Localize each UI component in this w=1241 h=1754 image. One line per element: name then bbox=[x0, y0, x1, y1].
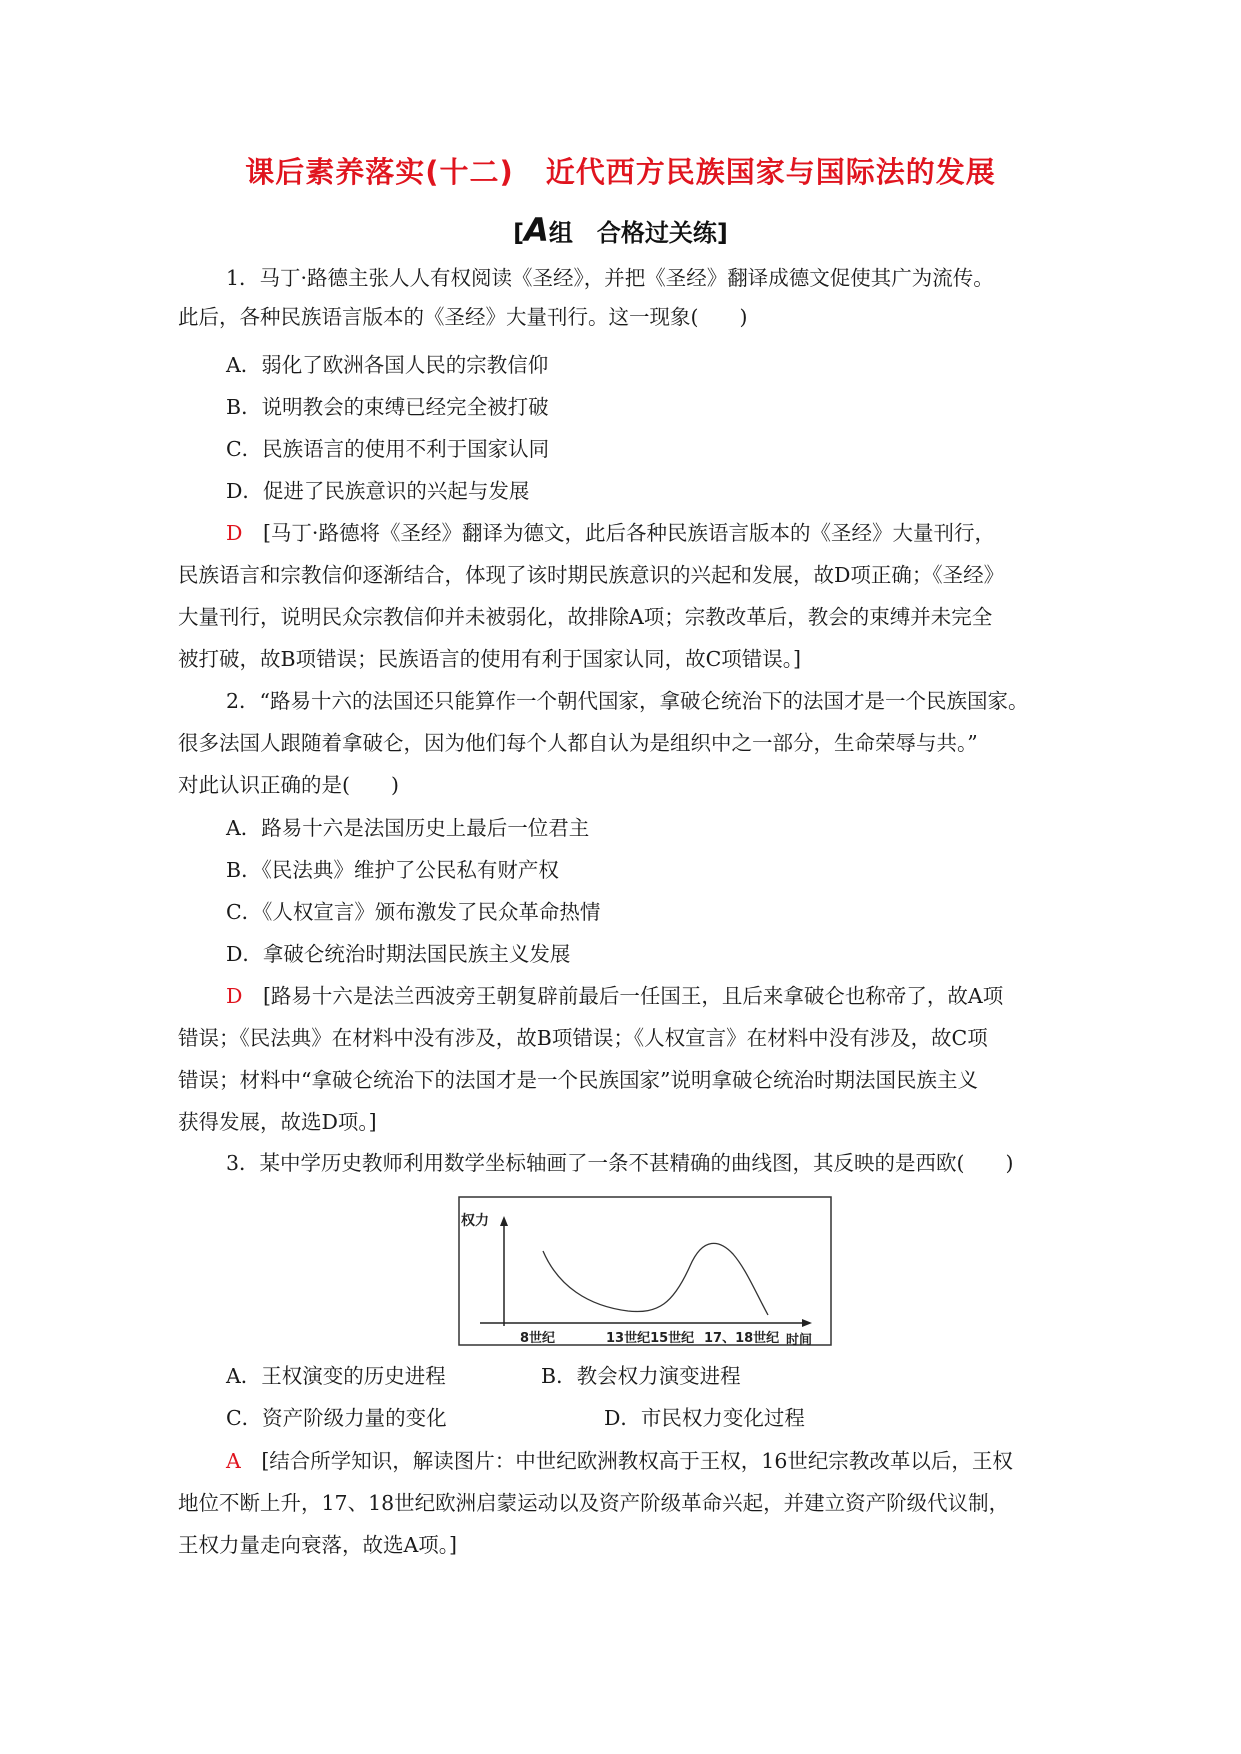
question-2-option-d: D．拿破仑统治时期法国民族主义发展 bbox=[226, 942, 571, 966]
question-2-answer: D bbox=[226, 984, 243, 1008]
x-axis-label: 时间 bbox=[786, 1333, 813, 1346]
question-2-explanation-line: 错误；《民法典》在材料中没有涉及，故B项错误；《人权宣言》在材料中没有涉及，故C项 bbox=[178, 1026, 988, 1050]
question-2-option-b: B．《民法典》维护了公民私有财产权 bbox=[226, 858, 559, 882]
question-1-option-d: D．促进了民族意识的兴起与发展 bbox=[226, 479, 530, 503]
power-curve-svg bbox=[458, 1196, 832, 1346]
tick-label-8th-century: 8世纪 bbox=[520, 1331, 556, 1346]
y-axis-label: 权力 bbox=[461, 1213, 489, 1229]
question-1-option-a: A．弱化了欧洲各国人民的宗教信仰 bbox=[226, 353, 549, 377]
question-3-option-b: B．教会权力演变进程 bbox=[541, 1364, 741, 1388]
section-close-bracket: ] bbox=[716, 219, 728, 247]
question-1-explanation-line: 民族语言和宗教信仰逐渐结合，体现了该时期民族意识的兴起和发展，故D项正确；《圣经》 bbox=[178, 563, 1005, 587]
question-3-explanation-line: 王权力量走向衰落，故选A项。] bbox=[178, 1533, 458, 1557]
question-1-answer: D bbox=[226, 521, 243, 545]
question-2-stem-line: 对此认识正确的是( ) bbox=[178, 773, 399, 797]
question-2-stem-line: 2．“路易十六的法国还只能算作一个朝代国家，拿破仑统治下的法国才是一个民族国家。 bbox=[226, 689, 1029, 713]
section-label: 组 合格过关练 bbox=[548, 219, 717, 247]
question-1-option-c: C．民族语言的使用不利于国家认同 bbox=[226, 437, 550, 461]
question-3-option-d: D．市民权力变化过程 bbox=[604, 1406, 805, 1430]
question-3-answer: A bbox=[226, 1449, 241, 1473]
question-2-explanation-line bbox=[226, 981, 1003, 1011]
section-heading bbox=[0, 211, 1241, 249]
explanation-text: [结合所学知识，解读图片：中世纪欧洲教权高于王权，16世纪宗教改革以后，王权 bbox=[261, 1449, 1013, 1473]
question-1-explanation-line bbox=[226, 518, 995, 548]
question-2-stem-line: 很多法国人跟随着拿破仑，因为他们每个人都自认为是组织中之一部分，生命荣辱与共。” bbox=[178, 731, 978, 755]
question-3-explanation-line bbox=[226, 1446, 1013, 1476]
question-3-option-a: A．王权演变的历史进程 bbox=[226, 1364, 446, 1388]
section-open-bracket: [ bbox=[513, 219, 525, 247]
tick-label-17-18th-century: 17、18世纪 bbox=[704, 1331, 780, 1346]
question-2-option-a: A．路易十六是法国历史上最后一位君主 bbox=[226, 816, 590, 840]
question-2-explanation-line: 错误；材料中“拿破仑统治下的法国才是一个民族国家”说明拿破仑统治时期法国民族主义 bbox=[178, 1068, 978, 1092]
question-2-explanation-line: 获得发展，故选D项。] bbox=[178, 1110, 377, 1134]
explanation-text: [路易十六是法兰西波旁王朝复辟前最后一任国王，且后来拿破仑也称帝了，故A项 bbox=[262, 984, 1004, 1008]
question-3-explanation-line: 地位不断上升，17、18世纪欧洲启蒙运动以及资产阶级革命兴起，并建立资产阶级代议制， bbox=[178, 1491, 1010, 1515]
question-1-option-b: B．说明教会的束缚已经完全被打破 bbox=[226, 395, 549, 419]
title-part1: 课后素养落实(十二) bbox=[245, 155, 514, 189]
question-3-stem-line: 3．某中学历史教师利用数学坐标轴画了一条不甚精确的曲线图，其反映的是西欧( ) bbox=[226, 1151, 1014, 1175]
question-1-explanation-line: 被打破，故B项错误；民族语言的使用有利于国家认同，故C项错误。] bbox=[178, 647, 801, 671]
page-title bbox=[0, 150, 1241, 191]
question-2-option-c: C．《人权宣言》颁布激发了民众革命热情 bbox=[226, 900, 601, 924]
title-part2: 近代西方民族国家与国际法的发展 bbox=[545, 155, 996, 189]
section-letter: A bbox=[524, 211, 549, 249]
power-curve-figure bbox=[458, 1196, 832, 1346]
tick-label-13-15th-century: 13世纪15世纪 bbox=[606, 1331, 695, 1346]
explanation-text: [马丁·路德将《圣经》翻译为德文，此后各种民族语言版本的《圣经》大量刊行， bbox=[262, 521, 995, 545]
question-1-explanation-line: 大量刊行，说明民众宗教信仰并未被弱化，故排除A项；宗教改革后，教会的束缚并未完全 bbox=[178, 605, 993, 629]
question-3-option-c: C．资产阶级力量的变化 bbox=[226, 1406, 447, 1430]
question-1-stem-line: 此后，各种民族语言版本的《圣经》大量刊行。这一现象( ) bbox=[178, 305, 748, 329]
question-1-stem-line: 1．马丁·路德主张人人有权阅读《圣经》，并把《圣经》翻译成德文促使其广为流传。 bbox=[226, 266, 994, 290]
